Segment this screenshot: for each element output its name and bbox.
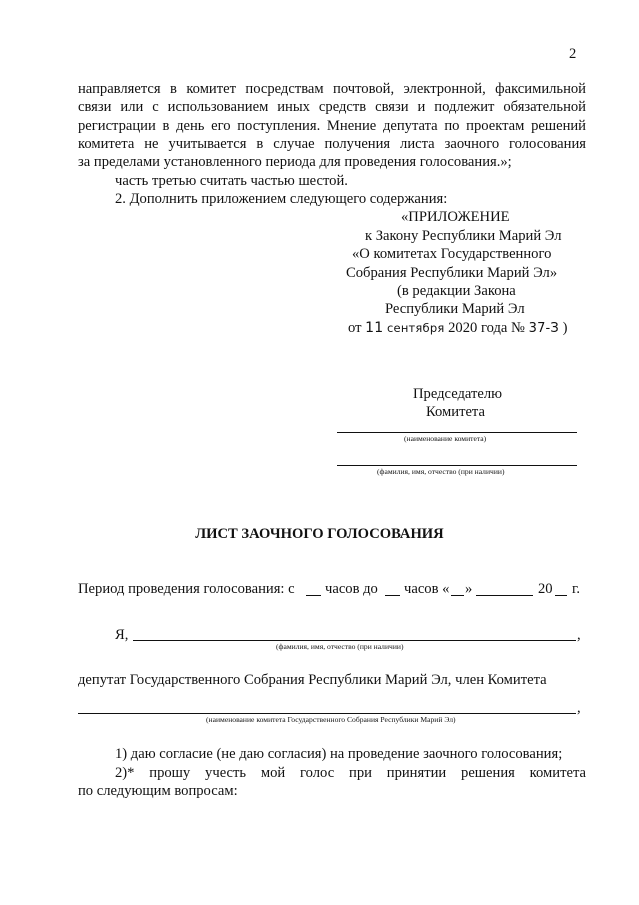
start-hour-field[interactable]: [306, 595, 321, 596]
text-line: связи или с использованием иных средств связи и подлежит обязательной: [78, 99, 586, 115]
text-line: направляется в комитет посредствам почтовой, электронной, факсимильной: [78, 81, 586, 97]
period-text: Период проведения голосования: с: [78, 581, 295, 597]
field-caption: (наименование комитета): [404, 434, 487, 443]
date-year: 2020 года №: [448, 320, 525, 336]
field-caption: (фамилия, имя, отчество (при наличии): [377, 467, 505, 476]
deputy-name-field[interactable]: [133, 640, 576, 641]
committee-name-field[interactable]: [337, 432, 577, 433]
comma: ,: [577, 700, 581, 716]
appendix-line: «О комитетах Государственного: [352, 246, 552, 262]
month-field[interactable]: [476, 595, 533, 596]
committee-field[interactable]: [78, 713, 576, 714]
day-field[interactable]: [451, 595, 464, 596]
period-text: »: [465, 581, 473, 597]
vote-item-continuation: по следующим вопросам:: [78, 783, 238, 799]
date-close: ): [562, 320, 568, 336]
appendix-line: к Закону Республики Марий Эл: [365, 228, 562, 244]
appendix-date-line: [348, 319, 568, 338]
period-text: г.: [572, 581, 580, 597]
end-hour-field[interactable]: [385, 595, 400, 596]
year-field[interactable]: [555, 595, 567, 596]
appendix-line: Республики Марий Эл: [385, 301, 525, 317]
addressee-line: Председателю: [413, 386, 503, 402]
period-text: часов до: [325, 581, 378, 597]
date-day: 11: [365, 320, 384, 336]
law-number: 37-З: [528, 321, 559, 336]
i-label: Я,: [115, 627, 129, 643]
amendment-line: часть третью считать частью шестой.: [115, 173, 348, 189]
deputy-line: депутат Государственного Собрания Республики Марий Эл, член Комитета: [78, 672, 547, 688]
period-text: 20: [538, 581, 553, 597]
appendix-line: (в редакции Закона: [397, 283, 516, 299]
date-prefix: от: [348, 320, 362, 336]
form-title: ЛИСТ ЗАОЧНОГО ГОЛОСОВАНИЯ: [195, 526, 444, 542]
appendix-line: Собрания Республики Марий Эл»: [346, 265, 558, 281]
addressee-line: Комитета: [426, 404, 485, 420]
full-name-field[interactable]: [337, 465, 577, 466]
appendix-title: «ПРИЛОЖЕНИЕ: [401, 209, 510, 225]
vote-item: 2)* прошу учесть мой голос при принятии решения комитета: [115, 765, 586, 781]
field-caption: (фамилия, имя, отчество (при наличии): [276, 642, 404, 651]
consent-item: 1) даю согласие (не даю согласия) на проведение заочного голосования;: [115, 746, 563, 762]
page-number: 2: [569, 46, 577, 62]
text-line: за пределами установленного периода для проведения голосования.»;: [78, 154, 512, 170]
text-line: регистрации в день его поступления. Мнение депутата по проектам решений: [78, 118, 586, 134]
text-line: комитета не учитывается в случае получения листа заочного голосования: [78, 136, 586, 152]
date-month: сентября: [387, 321, 445, 335]
period-text: часов «: [404, 581, 450, 597]
amendment-line: 2. Дополнить приложением следующего содержания:: [115, 191, 448, 207]
field-caption: (наименование комитета Государственного Собрания Республики Марий Эл): [206, 715, 456, 724]
comma: ,: [577, 627, 581, 643]
